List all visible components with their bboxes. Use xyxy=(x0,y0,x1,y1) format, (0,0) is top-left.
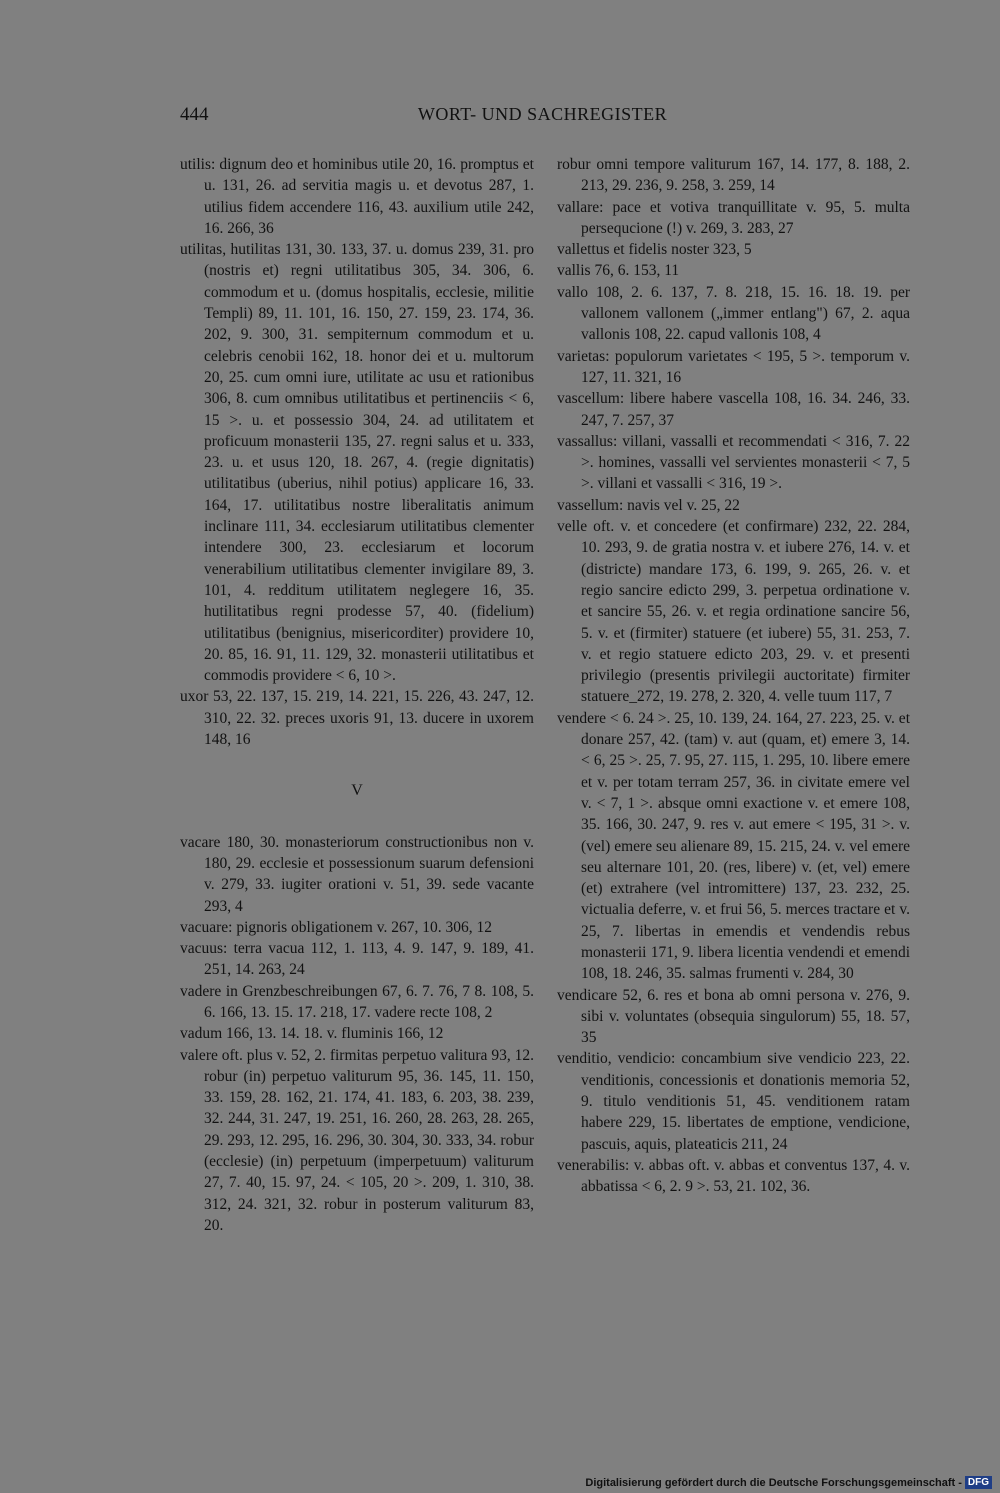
index-entry: vacuare: pignoris obligationem v. 267, 10. 306, 12 xyxy=(180,918,492,936)
index-entry: vascellum: libere habere vascella 108, 16. 34. 246, 33. 247, 7. 257, 37 xyxy=(557,390,910,429)
index-entry: vendicare 52, 6. res et bona ab omni persona v. 276, 9. sibi v. voluntates (obsequia singulorum) 55, 18. 57, 35 xyxy=(557,986,910,1047)
index-entry: vallare: pace et votiva tranquillitate v. 95, 5. multa persequcione (!) v. 269, 3. 283, 27 xyxy=(557,198,910,237)
index-entry: valere oft. plus v. 52, 2. firmitas perpetuo valitura 93, 12. robur (in) perpetuo valiturum 95, 36. 145, 11. 150, 33. 159, 28. 162, 21. 174, 41. 183, 6. 203, 38. 239, 32. 244, 31. 247, 19. 251, 16. 260, 28. 263, 28. 265, 29. 293, 12. 295, 16. 296, 30. 304, 30. 333, 34. robur (ecclesie) (in) perpetuum (imperpetuum) valiturum 27, 7. 40, 15. 97, 24. < 105, 20 >. 209, 1. 310, 38. 312, 24. 321, 32. robur in posterum valiturum 83, 20. xyxy=(180,1046,534,1234)
index-entry: vassallus: villani, vassalli et recommendati < 316, 7. 22 >. homines, vassalli vel servientes monasterii < 7, 5 >. villani et vassalli < 316, 19 >. xyxy=(557,432,910,493)
index-entry: utilis: dignum deo et hominibus utile 20, 16. promptus et u. 131, 26. ad servitia magis u. et devotus 287, 1. utilius fidem accendere 116, 43. auxilium utile 242, 16. 266, 36 xyxy=(180,156,534,237)
index-entry: vadum 166, 13. 14. 18. v. fluminis 166, 12 xyxy=(180,1025,444,1043)
footer-text: Digitalisierung gefördert durch die Deutsche Forschungsgemeinschaft - xyxy=(585,1476,962,1489)
index-entry: robur omni tempore valiturum 167, 14. 177, 8. 188, 2. 213, 29. 236, 9. 258, 3. 259, 14 xyxy=(557,156,910,195)
index-entry: velle oft. v. et concedere (et confirmare) 232, 22. 284, 10. 293, 9. de gratia nostra v. et iubere 276, 14. v. et (districte) mandare 173, 6. 199, 9. 265, 26. v. et regio sancire edicto 299, 3. perpetua ordinatione v. et sancire 55, 26. v. et regia ordinatione sancire 56, 5. v. et (firmiter) statuere (et iubere) 55, 31. 253, 7. v. et regio statuere edicto 203, 29. v. et presenti privilegio (presentis privilegii auctoritate) firmiter statuere_272, 19. 278, 2. 320, 4. velle tuum 117, 7 xyxy=(557,518,910,706)
index-entry: vassellum: navis vel v. 25, 22 xyxy=(557,496,740,514)
index-entry: vadere in Grenzbeschreibungen 67, 6. 7. 76, 7 8. 108, 5. 6. 166, 13. 15. 17. 218, 17. vadere recte 108, 2 xyxy=(180,982,534,1021)
index-entry: utilitas, hutilitas 131, 30. 133, 37. u. domus 239, 31. pro (nostris et) regni utilitatibus 305, 34. 306, 6. commodum et u. (domus hospitalis, ecclesie, militie Templi) 89, 11. 101, 16. 150, 27. 159, 23. 174, 36. 202, 9. 300, 31. sempiternum commodum et u. celebris cenobii 162, 18. honor dei et u. multorum 20, 25. cum omni iure, utilitate ac usu et rationibus 306, 8. cum omnibus utilitatibus et pertinenciis < 6, 15 >. u. et possessio 304, 24. ad utilitatem et proficuum monasterii 135, 27. regni salus et u. 333, 23. u. et usus 120, 18. 267, 4. (regie dignitatis) utilitatibus (uberius, nihil potius) applicare 16, 33. 164, 17. utilitatibus nostre liberalitatis animum inclinare 111, 34. ecclesiarum utilitatibus clementer intendere 300, 23. ecclesiarum et locorum venerabilium utilitatibus clementer invigilare 89, 3. 101, 4. redditum utilitatem neglegere 16, 35. hutilitatibus regni prodesse 57, 40. (fidelium) utilitatibus (benignius, misericorditer) providere 10, 20. 85, 16. 91, 11. 129, 32. monasterii utilitatibus et commodis providere < 6, 10 >. xyxy=(180,241,534,685)
page-header xyxy=(180,104,905,134)
right-column xyxy=(557,154,910,1198)
index-entry: vacare 180, 30. monasteriorum constructionibus non v. 180, 29. ecclesie et possessionum suarum defensioni v. 279, 33. iugiter orationi v. 51, 39. sede vacante 293, 4 xyxy=(180,833,534,915)
index-entry: vallis 76, 6. 153, 11 xyxy=(557,262,680,280)
index-entry: vacuus: terra vacua 112, 1. 113, 4. 9. 147, 9. 189, 41. 251, 14. 263, 24 xyxy=(180,940,534,979)
page-number: 444 xyxy=(180,104,209,125)
digitization-footer xyxy=(585,1476,992,1489)
index-entry: vendere < 6. 24 >. 25, 10. 139, 24. 164, 27. 223, 25. v. et donare 257, 42. (tam) v. aut (quam, et) emere 3, 14. < 6, 25 >. 25, 7. 95, 27. 115, 1. 295, 10. libere emere et v. per totam terram 257, 36. in civitate emere vel v. < 7, 1 >. absque omni exactione v. et emere 108, 35. 166, 30. 247, 9. res v. aut emere < 195, 31 >. v. (vel) emere seu alienare 89, 15. 215, 24. v. vel emere seu alternare 101, 20. (res, libere) v. (et, vel) emere (et) extrahere (vel intromittere) 137, 23. 232, 25. victualia deferre, v. et frui 56, 5. merces tractare et v. 25, 7. libertas in emendis et vendendis rebus monasterii 171, 9. libera licentia vendendi et emendi 108, 18. 246, 35. salmas frumenti v. 284, 30 xyxy=(557,709,910,983)
index-entry: vallettus et fidelis noster 323, 5 xyxy=(557,241,752,259)
index-entry: vallo 108, 2. 6. 137, 7. 8. 218, 15. 16. 18. 19. per vallonem vallonem („immer entlang") 67, 2. aqua vallonis 108, 22. capud vallonis 108, 4 xyxy=(557,283,910,344)
section-letter: V xyxy=(351,782,363,800)
index-entry: uxor 53, 22. 137, 15. 219, 14. 221, 15. 226, 43. 247, 12. 310, 22. 32. preces uxoris 91, 13. ducere in uxorem 148, 16 xyxy=(180,688,534,749)
dfg-logo: DFG xyxy=(965,1476,992,1489)
index-entry: varietas: populorum varietates < 195, 5 >. temporum v. 127, 11. 321, 16 xyxy=(557,347,910,386)
left-column xyxy=(180,154,534,1236)
index-entry: venerabilis: v. abbas oft. v. abbas et conventus 137, 4. v. abbatissa < 6, 2. 9 >. 53, 21. 102, 36. xyxy=(557,1156,910,1196)
page-title: WORT- UND SACHREGISTER xyxy=(417,104,668,124)
index-entry: venditio, vendicio: concambium sive vendicio 223, 22. venditionis, concessionis et donationis memoria 52, 9. titulo venditionis 51, 45. venditionem ratam habere 229, 15. libertates de emptione, vendicione, pascuis, aquis, plateaticis 211, 24 xyxy=(557,1050,910,1153)
